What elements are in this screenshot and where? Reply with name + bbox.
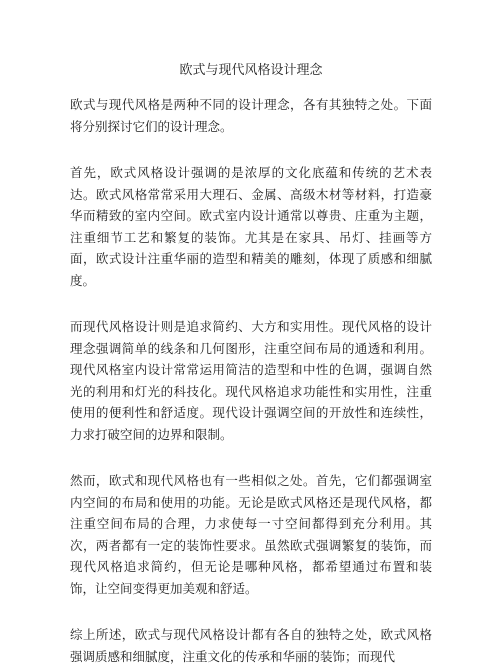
document-title: 欧式与现代风格设计理念 bbox=[179, 63, 323, 78]
paragraph-european-style: 首先，欧式风格设计强调的是浓厚的文化底蕴和传统的艺术表达。欧式风格常常采用大理石、金属、高级木材等材料，打造豪华而精致的室内空间。欧式室内设计通常以尊贵、庄重为主题，注重细节工艺和繁复的装饰。尤其是在家具、吊灯、挂画等方面，欧式设计注重华丽的造型和精美的雕刻，体现了质感和细腻度。 bbox=[70, 165, 432, 288]
paragraph-summary: 综上所述，欧式与现代风格设计都有各自的独特之处，欧式风格强调质感和细腻度，注重文化的传承和华丽的装饰；而现代 bbox=[70, 627, 432, 664]
paragraph-intro: 欧式与现代风格是两种不同的设计理念，各有其独特之处。下面将分别探讨它们的设计理念。 bbox=[70, 97, 432, 134]
paragraph-modern-style: 而现代风格设计则是追求简约、大方和实用性。现代风格的设计理念强调简单的线条和几何图形，注重空间布局的通透和利用。现代风格室内设计常常运用简洁的造型和中性的色调，强调自然光的利用和灯光的科技化。现代风格追求功能性和实用性，注重使用的便利性和舒适度。现代设计强调空间的开放性和连续性，力求打破空间的边界和限制。 bbox=[70, 319, 432, 442]
paragraph-similarities: 然而，欧式和现代风格也有一些相似之处。首先，它们都强调室内空间的布局和使用的功能。无论是欧式风格还是现代风格，都注重空间布局的合理，力求使每一寸空间都得到充分利用。其次，两者都有一定的装饰性要求。虽然欧式强调繁复的装饰，而现代风格追求简约，但无论是哪种风格，都希望通过布置和装饰，让空间变得更加美观和舒适。 bbox=[70, 473, 432, 596]
